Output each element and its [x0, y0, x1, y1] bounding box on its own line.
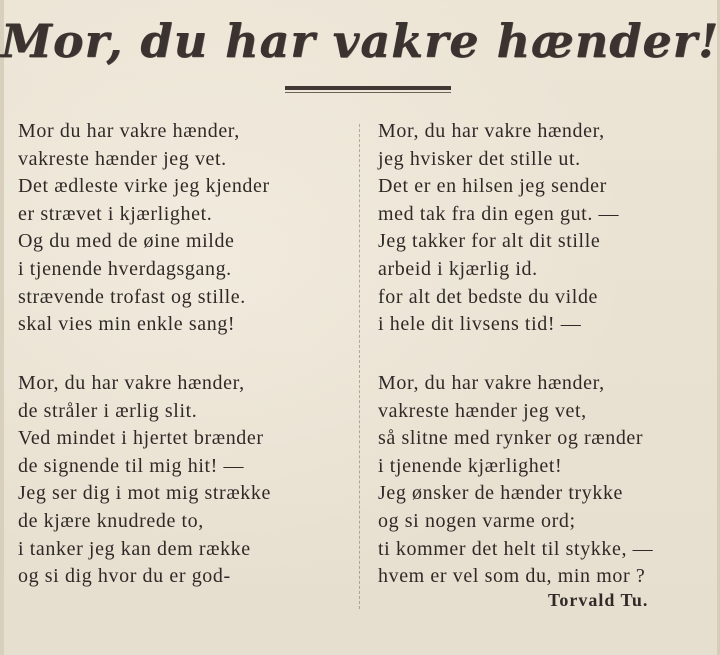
poem-line: og si nogen varme ord;	[378, 509, 576, 532]
poem-line: arbeid i kjærlig id.	[378, 257, 538, 280]
stanza-4	[378, 370, 653, 591]
poem-line: Mor du har vakre hænder,	[18, 120, 240, 142]
paper-edge-left	[0, 0, 4, 655]
poem-line: vakreste hænder jeg vet,	[378, 399, 587, 422]
poem-line: vakreste hænder jeg vet.	[18, 147, 227, 170]
stanza-1	[18, 118, 270, 339]
poem-line: og si dig hvor du er god-	[18, 565, 231, 588]
poem-line: Mor, du har vakre hænder,	[378, 372, 605, 394]
poem-line: Det er en hilsen jeg sender	[378, 175, 607, 198]
poem-line: skal vies min enkle sang!	[18, 313, 236, 336]
poem-line: Mor, du har vakre hænder,	[378, 120, 605, 142]
poem-line: hvem er vel som du, min mor ?	[378, 565, 646, 588]
poem-line: de stråler i ærlig slit.	[18, 399, 198, 422]
poem-line: strævende trofast og stille.	[18, 285, 246, 308]
poem-line: Jeg ser dig i mot mig strække	[18, 482, 271, 505]
poem-line: er strævet i kjærlighet.	[18, 202, 213, 225]
poem-line: med tak fra din egen gut. —	[378, 202, 620, 225]
poem-line: Jeg takker for alt dit stille	[378, 230, 601, 253]
poem-line: for alt det bedste du vilde	[378, 285, 599, 308]
stanza-2	[18, 370, 271, 591]
poem-line: i tjenende kjærlighet!	[378, 454, 563, 477]
poem-line: de signende til mig hit! —	[18, 454, 245, 477]
poem-line: i hele dit livsens tid! —	[378, 313, 582, 336]
stanza-3	[378, 118, 619, 339]
poem-line: Ved mindet i hjertet brænder	[18, 427, 264, 450]
poem-line: så slitne med rynker og rænder	[378, 427, 644, 450]
poem-line: jeg hvisker det stille ut.	[378, 147, 581, 170]
poem-line: Mor, du har vakre hænder,	[18, 372, 245, 394]
author-signature: Torvald Tu.	[548, 590, 649, 610]
poem-line: Det ædleste virke jeg kjender	[18, 175, 270, 198]
poem-title: Mor, du har vakre hænder!	[0, 14, 720, 68]
poem-line: de kjære knudrede to,	[18, 509, 204, 532]
poem-line: i tanker jeg kan dem række	[18, 537, 251, 560]
column-divider	[359, 124, 361, 609]
poem-line: Og du med de øine milde	[18, 230, 235, 253]
poem-line: ti kommer det helt til stykke, —	[378, 537, 654, 560]
title-underline	[285, 86, 451, 90]
poem-line: Jeg ønsker de hænder trykke	[378, 482, 624, 505]
poem-line: i tjenende hverdagsgang.	[18, 257, 232, 280]
